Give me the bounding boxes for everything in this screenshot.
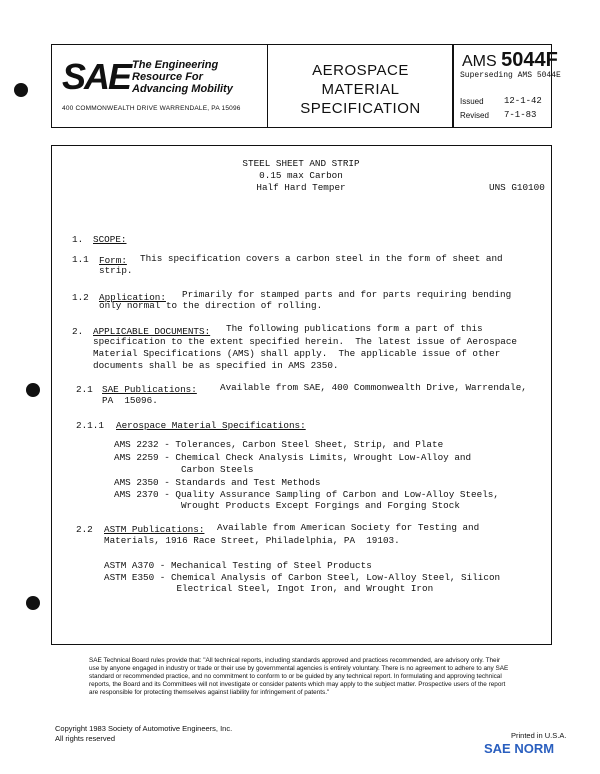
specification-body [51, 145, 552, 645]
revised-date: 7-1-83 [504, 110, 537, 120]
ams-id-block [452, 45, 561, 127]
section-1-1-text-cont: strip. [99, 265, 133, 276]
section-1-2-label: Application: [99, 292, 166, 303]
section-1-2-text: Primarily for stamped parts and for parts requiring bending [182, 289, 512, 300]
issued-date: 12-1-42 [504, 96, 542, 106]
punch-hole-bottom [26, 596, 40, 610]
document-header [51, 44, 561, 128]
section-2-label: APPLICABLE DOCUMENTS: [93, 326, 211, 337]
revised-label: Revised [460, 111, 489, 120]
section-1-2-number: 1.2 [72, 292, 89, 303]
spec-subtitle-carbon: 0.15 max Carbon [259, 170, 343, 181]
technical-board-disclaimer: SAE Technical Board rules provide that: "All technical reports, including standards approved and practices recommended, are advisory only. Their use by anyone engaged in industry or trade or their use by governmental agencies is entirely voluntary. There is no agreement to adhere to any SAE standard or recommended practice, and no commitment to conform to or be guided by any technical report. In formulating and approving technical reports, the Board and its Committees will not investigate or consider patents which may apply to the subject matter. Prospective users of the report are responsible for protecting themselves against liability for infringement of patents." [89, 657, 509, 696]
section-2-1-text: Available from SAE, 400 Commonwealth Drive, Warrendale, [220, 382, 527, 393]
section-2-text-4: documents shall be as specified in AMS 2350. [93, 360, 339, 371]
section-2-number: 2. [72, 326, 84, 337]
section-2-1-label: SAE Publications: [102, 384, 197, 395]
section-2-2-text-cont: Materials, 1916 Race Street, Philadelphia, PA 19103. [104, 535, 400, 546]
ams-reference-4: AMS 2370 - Quality Assurance Sampling of Carbon and Low-Alloy Steels, [114, 489, 499, 500]
printed-in: Printed in U.S.A. [511, 731, 567, 740]
section-2-1-text-cont: PA 15096. [102, 395, 158, 406]
astm-reference-2: ASTM E350 - Chemical Analysis of Carbon Steel, Low-Alloy Steel, Silicon [104, 572, 501, 583]
ams-number: AMS 5044F [462, 49, 558, 71]
spec-title: STEEL SHEET AND STRIP [242, 158, 360, 169]
sae-tagline: The Engineering Resource For Advancing Mobility [132, 59, 233, 95]
section-2-1-1-number: 2.1.1 [76, 420, 104, 431]
sae-logo: SAE [62, 56, 131, 97]
rights-notice: All rights reserved [55, 734, 116, 743]
ams-reference-4-cont: Wrought Products Except Forgings and Forging Stock [114, 500, 460, 511]
section-2-2-label: ASTM Publications: [104, 524, 205, 535]
section-1-1-number: 1.1 [72, 254, 89, 265]
section-2-text-3: Material Specifications (AMS) shall apply. The applicable issue of other [93, 348, 501, 359]
sae-norm-watermark: SAE NORM [484, 741, 555, 756]
astm-reference-2-cont: Electrical Steel, Ingot Iron, and Wrought Iron [104, 583, 434, 594]
astm-reference-1: ASTM A370 - Mechanical Testing of Steel Products [104, 560, 372, 571]
document-type: AEROSPACE MATERIAL SPECIFICATION [267, 45, 453, 127]
ams-reference-2-cont: Carbon Steels [114, 464, 254, 475]
spec-subtitle-temper: Half Hard Temper [256, 182, 346, 193]
copyright-notice: Copyright 1983 Society of Automotive Engineers, Inc. [55, 724, 233, 733]
section-2-1-1-label: Aerospace Material Specifications: [116, 420, 306, 431]
punch-hole-top [14, 83, 28, 97]
section-2-2-text: Available from American Society for Testing and [217, 522, 480, 533]
ams-reference-2: AMS 2259 - Chemical Check Analysis Limits, Wrought Low-Alloy and [114, 452, 472, 463]
punch-hole-middle [26, 383, 40, 397]
ams-reference-3: AMS 2350 - Standards and Test Methods [114, 477, 321, 488]
section-2-text-1: The following publications form a part of this [226, 323, 483, 334]
section-2-1-number: 2.1 [76, 384, 93, 395]
supersedes-note: Superseding AMS 5044E [460, 71, 561, 80]
sae-logo-block [52, 45, 267, 127]
issued-label: Issued [460, 97, 484, 106]
section-1-1-label: Form: [99, 255, 127, 266]
section-2-text-2: specification to the extent specified herein. The latest issue of Aerospace [93, 336, 518, 347]
section-1-2-text-cont: only normal to the direction of rolling. [99, 300, 323, 311]
section-1-1-text: This specification covers a carbon steel in the form of sheet and [140, 253, 503, 264]
ams-reference-1: AMS 2232 - Tolerances, Carbon Steel Sheet, Strip, and Plate [114, 439, 444, 450]
section-1-title: SCOPE: [93, 234, 127, 245]
section-2-2-number: 2.2 [76, 524, 93, 535]
uns-designation: UNS G10100 [489, 182, 545, 193]
section-1-number: 1. [72, 234, 84, 245]
sae-address: 400 COMMONWEALTH DRIVE WARRENDALE, PA 15096 [62, 105, 241, 112]
